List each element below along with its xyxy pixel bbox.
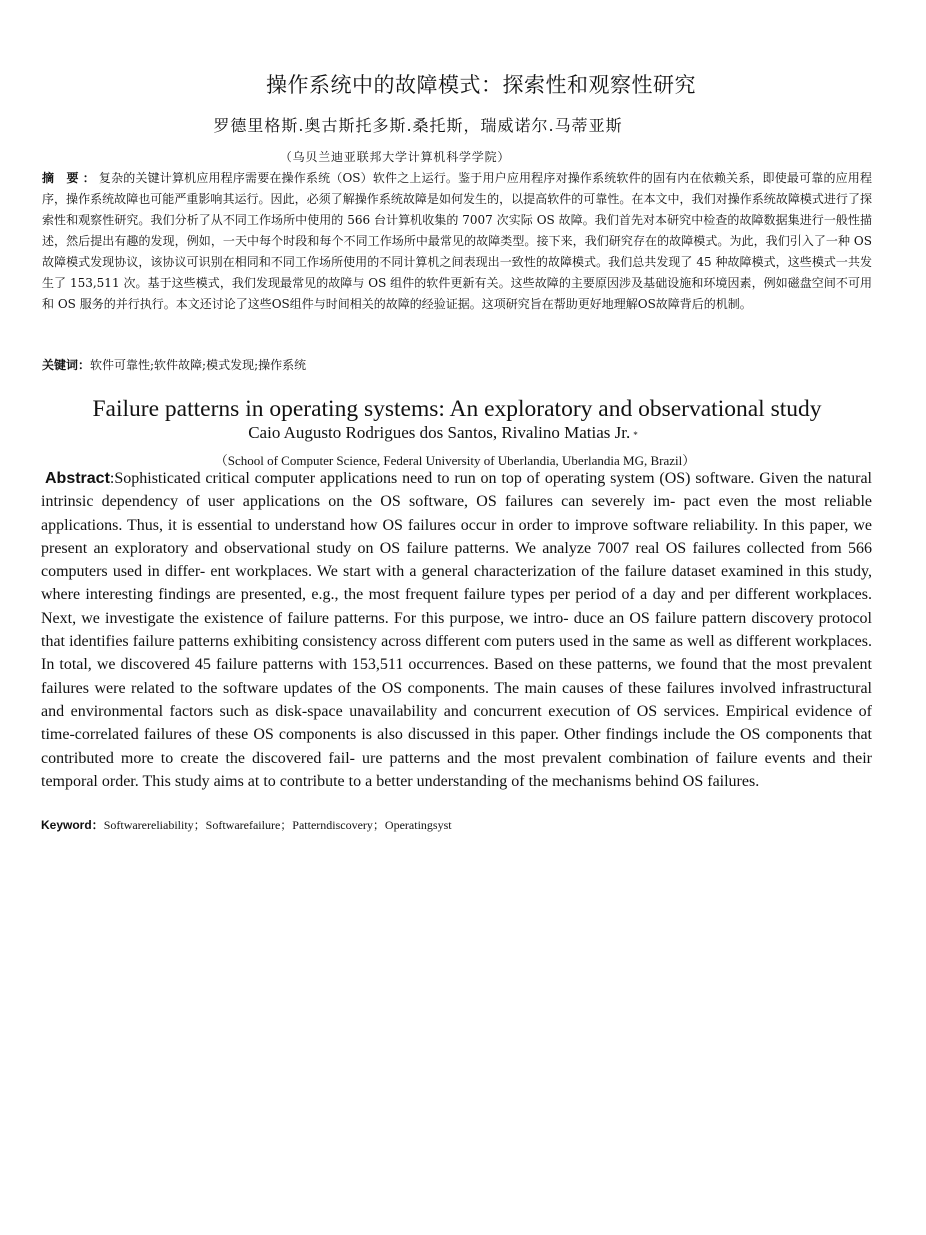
en-authors-text: Caio Augusto Rodrigues dos Santos, Rivalino Matias Jr. bbox=[248, 423, 631, 442]
en-authors bbox=[0, 423, 886, 443]
en-affiliation: （School of Computer Science, Federal University of Uberlandia, Uberlandia MG, Brazil） bbox=[214, 453, 696, 468]
zh-authors: 罗德里格斯.奥古斯托多斯.桑托斯，瑞威诺尔.马蒂亚斯 bbox=[213, 116, 623, 135]
en-keywords bbox=[41, 816, 872, 833]
zh-title: 操作系统中的故障模式：探索性和观察性研究 bbox=[266, 73, 696, 97]
zh-abstract bbox=[42, 168, 872, 315]
en-title: Failure patterns in operating systems: An exploratory and observational study bbox=[92, 396, 822, 422]
en-abstract-text: :Sophisticated critical computer applications need to run on top of operating system (OS) software. Given the natural intrinsic dependency of user applications on the OS software, OS failures can severely im- pact even the most reliable applications. Thus, it is essential to understand how OS failures occur in order to improve software reliability. In this paper, we present an exploratory and observational study on OS failure patterns. We analyze 7007 real OS failures collected from 566 computers used in differ- ent workplaces. We start with a general characterization of the failure dataset examined in this study, where interesting findings are presented, e.g., the most frequent failure types per period of a day and per different workplaces. Next, we investigate the existence of failure patterns. For this purpose, we intro- duce an OS failure pattern discovery protocol that identifies failure patterns exhibiting consistency across different com puters used in the same as well as different workplaces. In total, we discovered 45 failure patterns with 153,511 occurrences. Based on these patterns, we found that the most prevalent failures were related to the software updates of the OS components. The main causes of these failures involved infrastructural and environmental factors such as disk-space unavailability and concurrent execution of OS services. Empirical evidence of time-correlated failures of these OS components is also discussed in this paper. Other findings include the OS components that contributed more to create the discovered fail- ure patterns and the most prevalent combination of failure events and their temporal order. This study aims at to contribute to a better understanding of the mechanisms behind OS failures. bbox=[41, 470, 872, 790]
zh-keywords-text: 软件可靠性;软件故障;模式发现;操作系统 bbox=[90, 358, 307, 372]
en-keywords-label: Keyword： bbox=[41, 818, 104, 832]
en-abstract-label: Abstract bbox=[45, 470, 110, 487]
zh-abstract-text: 复杂的关键计算机应用程序需要在操作系统（OS）软件之上运行。鉴于用户应用程序对操作系统软件的固有内在依赖关系，即使最可靠的应用程序，操作系统故障也可能严重影响其运行。因此，必须了解操作系统故障是如何发生的，以提高软件的可靠性。在本文中，我们对操作系统故障模式进行了探索性和观察性研究。我们分析了从不同工作场所中使用的 566 台计算机收集的 7007 次实际 OS 故障。我们首先对本研究中检查的故障数据集进行一般性描述，然后提出有趣的发现，例如，一天中每个时段和每个不同工作场所中最常见的故障类型。接下来，我们研究存在的故障模式。为此，我们引入了一种 OS 故障模式发现协议，该协议可识别在相同和不同工作场所使用的不同计算机之间表现出一致性的故障模式。我们总共发现了 45 种故障模式，这些模式一共发生了 153,511 次。基于这些模式，我们发现最常见的故障与 OS 组件的软件更新有关。这些故障的主要原因涉及基础设施和环境因素，例如磁盘空间不可用和 OS 服务的并行执行。本文还讨论了这些OS组件与时间相关的故障的经验证据。这项研究旨在帮助更好地理解OS故障背后的机制。 bbox=[42, 171, 872, 311]
zh-affiliation: （乌贝兰迪亚联邦大学计算机科学学院） bbox=[279, 150, 511, 164]
author-footnote-mark: * bbox=[633, 430, 638, 440]
en-abstract bbox=[41, 467, 872, 793]
en-keywords-text: Softwarereliability；Softwarefailure；Patterndiscovery；Operatingsyst bbox=[103, 818, 452, 832]
zh-abstract-label: 摘 要： bbox=[42, 171, 99, 185]
zh-keywords-label: 关键词： bbox=[42, 358, 91, 372]
zh-keywords bbox=[42, 355, 872, 376]
